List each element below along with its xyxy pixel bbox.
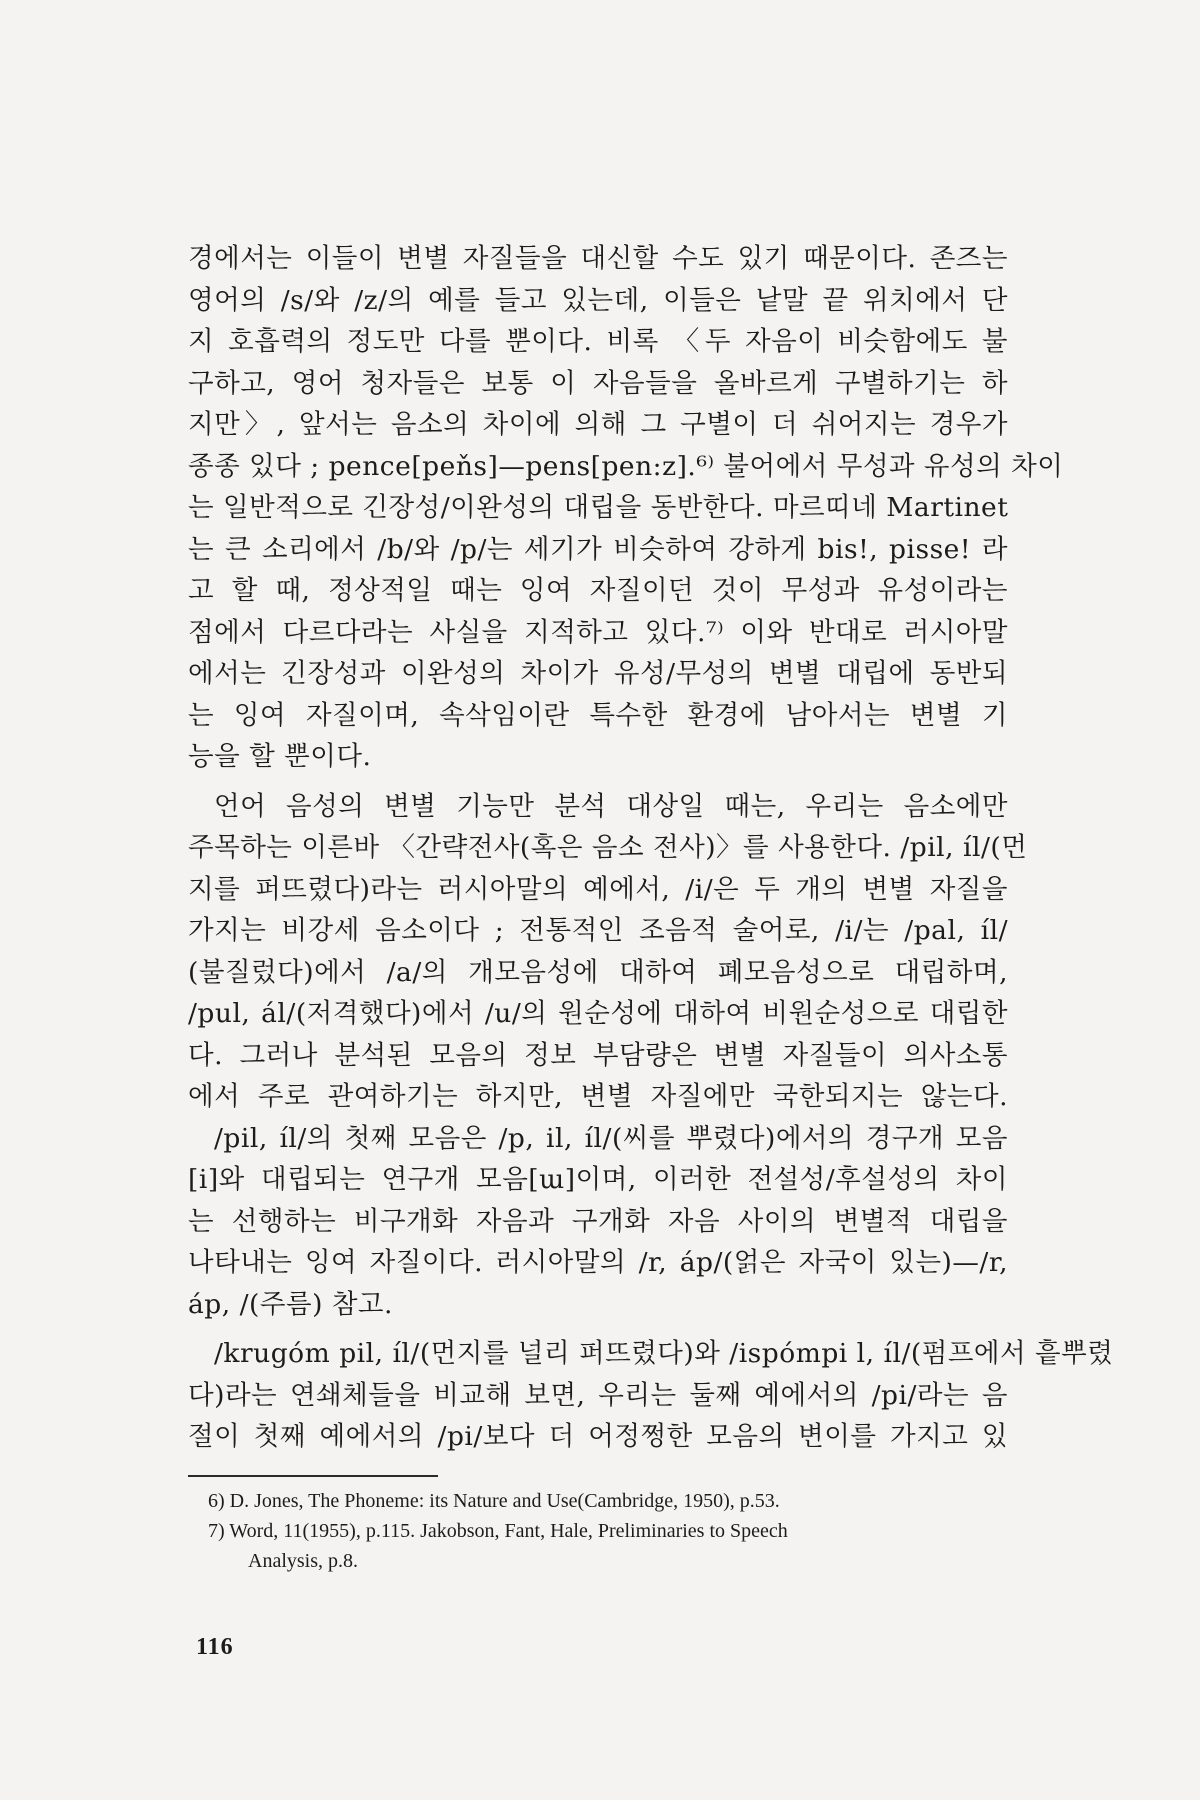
body-line: 지 호흡력의 정도만 다를 뿐이다. 비록 〈두 자음이 비슷함에도 불: [188, 326, 1008, 357]
body-line: 는 큰 소리에서 /b/와 /p/는 세기가 비슷하여 강하게 bis!, pisse! 라: [188, 533, 1008, 565]
body-line: 주목하는 이른바 〈간략전사(혹은 음소 전사)〉를 사용한다. /pil, íl/(먼: [188, 832, 1028, 863]
body-line: áp, /(주름) 참고.: [188, 1288, 393, 1320]
body-line: 다)라는 연쇄체들을 비교해 보면, 우리는 둘째 예에서의 /pi/라는 음: [188, 1379, 1008, 1411]
body-line: 언어 음성의 변별 기능만 분석 대상일 때는, 우리는 음소에만: [214, 790, 1008, 822]
body-line: 는 선행하는 비구개화 자음과 구개화 자음 사이의 변별적 대립을: [188, 1205, 1008, 1237]
body-line: [i]와 대립되는 연구개 모음[ɯ]이며, 이러한 전설성/후설성의 차이: [188, 1164, 1008, 1195]
footnotes: [208, 1486, 1008, 1576]
body-line: 에서는 긴장성과 이완성의 차이가 유성/무성의 변별 대립에 동반되: [188, 658, 1008, 689]
body-line: /pil, íl/의 첫째 모음은 /p, il, íl/(씨를 뿌렸다)에서의 경구개 모음: [214, 1122, 1008, 1154]
body-line: 지를 퍼뜨렸다)라는 러시아말의 예에서, /i/은 두 개의 변별 자질을: [188, 873, 1008, 905]
body-line: (불질렀다)에서 /a/의 개모음성에 대하여 폐모음성으로 대립하며,: [188, 956, 1008, 988]
body-line: 경에서는 이들이 변별 자질들을 대신할 수도 있기 때문이다. 존즈는: [188, 243, 1008, 274]
footnote-divider: [188, 1475, 438, 1477]
body-line: 능을 할 뿐이다.: [188, 741, 372, 772]
body-line: 영어의 /s/와 /z/의 예를 들고 있는데, 이들은 낱말 끝 위치에서 단: [188, 284, 1008, 316]
body-line: 가지는 비강세 음소이다 ; 전통적인 조음적 술어로, /i/는 /pal, íl/: [188, 915, 1008, 946]
body-line: 다. 그러나 분석된 모음의 정보 부담량은 변별 자질들이 의사소통: [188, 1039, 1008, 1071]
body-line: 지만〉, 앞서는 음소의 차이에 의해 그 구별이 더 쉬어지는 경우가: [188, 409, 1008, 440]
body-line: 절이 첫째 예에서의 /pi/보다 더 어정쩡한 모음의 변이를 가지고 있: [188, 1421, 1008, 1452]
body-line: /pul, ál/(저격했다)에서 /u/의 원순성에 대하여 비원순성으로 대립한: [188, 998, 1008, 1029]
body-line: 점에서 다르다라는 사실을 지적하고 있다.⁷⁾ 이와 반대로 러시아말: [188, 616, 1008, 648]
body-line: 는 일반적으로 긴장성/이완성의 대립을 동반한다. 마르띠네 Martinet: [188, 492, 1009, 523]
body-line: 에서 주로 관여하기는 하지만, 변별 자질에만 국한되지는 않는다.: [188, 1081, 1008, 1112]
page-number: 116: [196, 1634, 234, 1660]
footnote-6: 6) D. Jones, The Phoneme: its Nature and Use(Cambridge, 1950), p.53.: [208, 1490, 780, 1512]
body-line: 는 잉여 자질이며, 속삭임이란 특수한 환경에 남아서는 변별 기: [188, 699, 1008, 731]
body-line: /krugóm pil, íl/(먼지를 널리 퍼뜨렸다)와 /ispómpi l, íl/(펌프에서 흩뿌렸: [214, 1338, 1114, 1369]
body-line: 고 할 때, 정상적일 때는 잉여 자질이던 것이 무성과 유성이라는: [188, 575, 1008, 606]
body-line: 나타내는 잉여 자질이다. 러시아말의 /r, áp/(얽은 자국이 있는)—/r,: [188, 1247, 1008, 1278]
footnote-7: 7) Word, 11(1955), p.115. Jakobson, Fant, Hale, Preliminaries to Speech: [208, 1520, 788, 1542]
body-text: [188, 238, 1114, 1458]
body-line: 구하고, 영어 청자들은 보통 이 자음들을 올바르게 구별하기는 하: [188, 367, 1008, 399]
body-line: 종종 있다 ; pence[peňs]—pens[pen:z].⁶⁾ 불어에서 무성과 유성의 차이: [188, 450, 1064, 482]
footnote-7-continued: Analysis, p.8.: [248, 1550, 358, 1572]
